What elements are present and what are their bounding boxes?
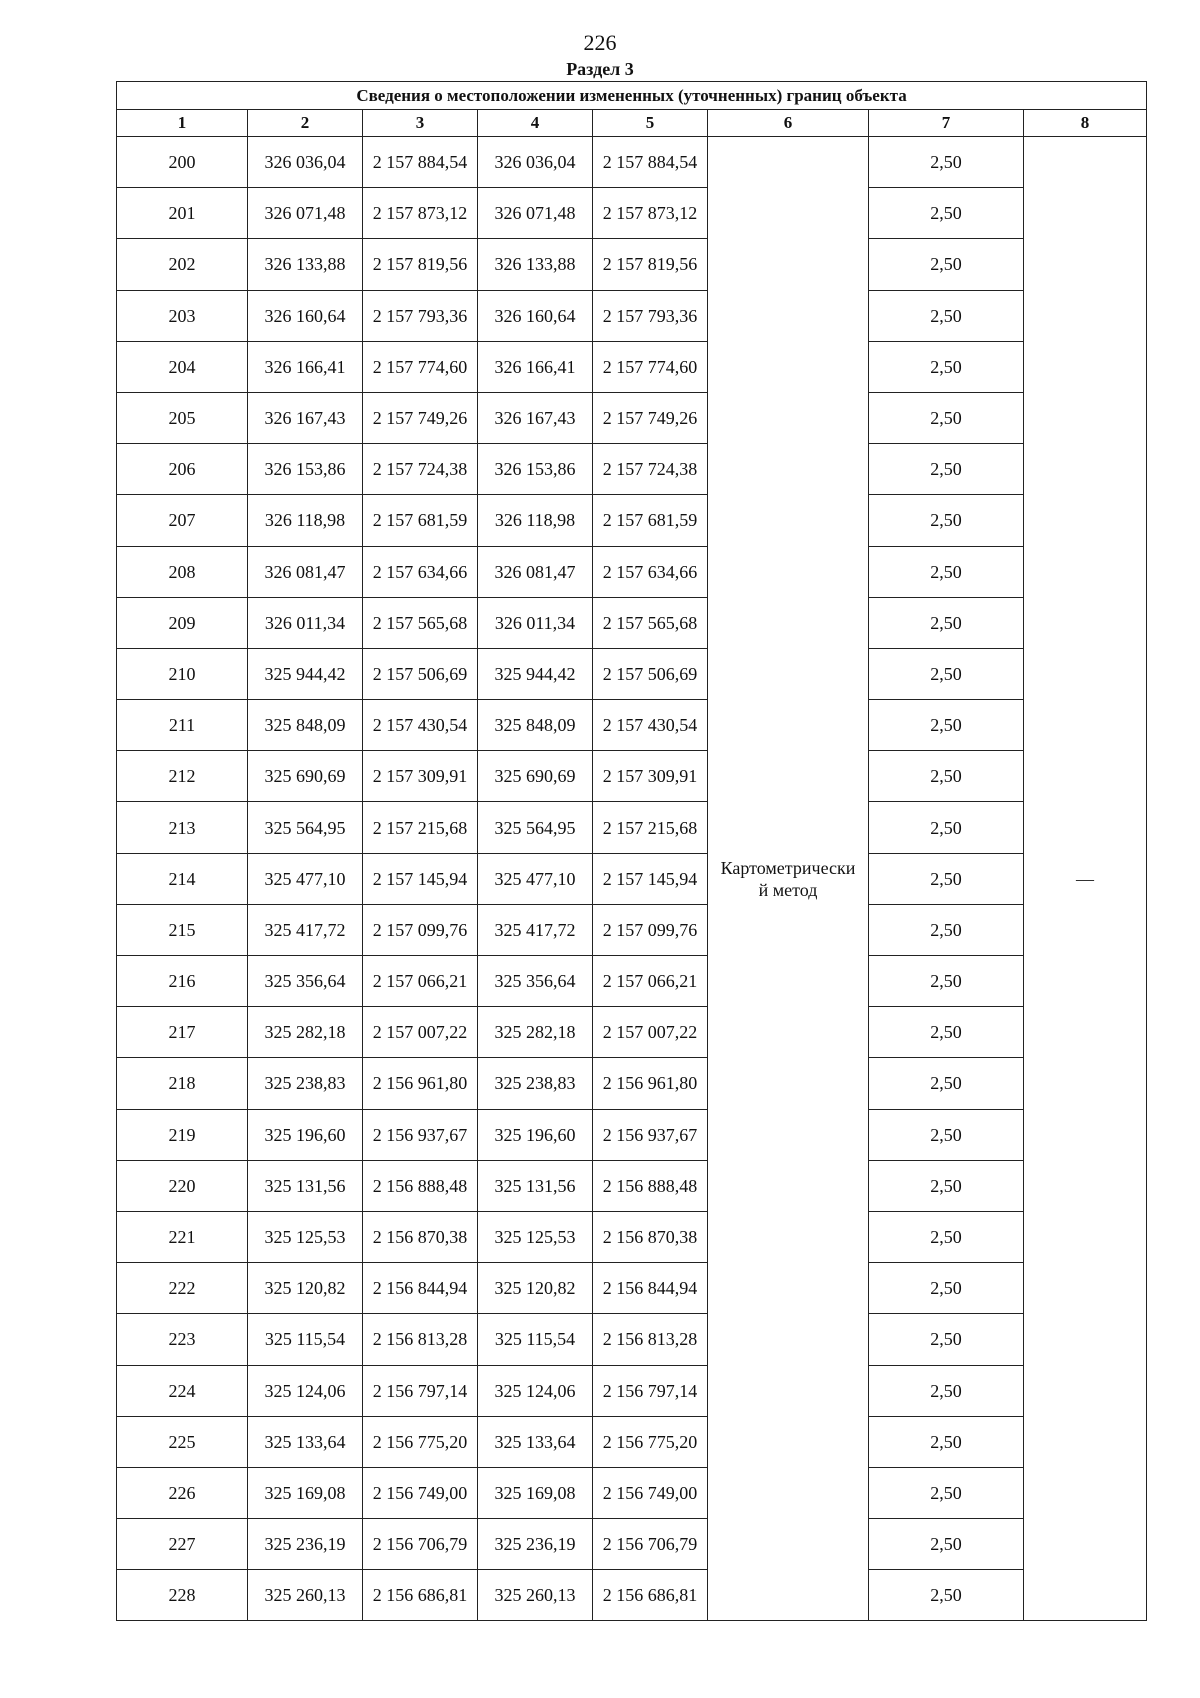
- x-new-cell: 325 238,83: [478, 1058, 593, 1109]
- column-header: 7: [869, 110, 1024, 137]
- table-row: [117, 956, 1147, 1007]
- accuracy-cell: 2,50: [869, 1314, 1024, 1365]
- x-new-cell: 325 133,64: [478, 1416, 593, 1467]
- y-new-cell: 2 157 634,66: [593, 546, 708, 597]
- y-new-cell: 2 156 813,28: [593, 1314, 708, 1365]
- accuracy-cell: 2,50: [869, 546, 1024, 597]
- x-new-cell: 326 036,04: [478, 137, 593, 188]
- table-row: [117, 1160, 1147, 1211]
- x-existing-cell: 325 196,60: [248, 1109, 363, 1160]
- x-existing-cell: 326 011,34: [248, 597, 363, 648]
- table-row: [117, 1519, 1147, 1570]
- y-new-cell: 2 156 749,00: [593, 1467, 708, 1518]
- column-header: 8: [1024, 110, 1147, 137]
- point-number-cell: 201: [117, 188, 248, 239]
- point-number-cell: 227: [117, 1519, 248, 1570]
- x-existing-cell: 326 160,64: [248, 290, 363, 341]
- x-new-cell: 326 167,43: [478, 392, 593, 443]
- x-existing-cell: 325 477,10: [248, 853, 363, 904]
- x-existing-cell: 326 081,47: [248, 546, 363, 597]
- y-existing-cell: 2 156 749,00: [363, 1467, 478, 1518]
- table-row: [117, 444, 1147, 495]
- y-existing-cell: 2 157 819,56: [363, 239, 478, 290]
- y-existing-cell: 2 156 961,80: [363, 1058, 478, 1109]
- y-new-cell: 2 157 724,38: [593, 444, 708, 495]
- table-row: [117, 290, 1147, 341]
- accuracy-cell: 2,50: [869, 495, 1024, 546]
- accuracy-cell: 2,50: [869, 1058, 1024, 1109]
- accuracy-cell: 2,50: [869, 1211, 1024, 1262]
- point-number-cell: 222: [117, 1263, 248, 1314]
- table-row: [117, 1263, 1147, 1314]
- table-row: [117, 1109, 1147, 1160]
- table-row: [117, 239, 1147, 290]
- x-new-cell: 325 690,69: [478, 751, 593, 802]
- point-number-cell: 202: [117, 239, 248, 290]
- point-number-cell: 226: [117, 1467, 248, 1518]
- section-title: Раздел 3: [566, 59, 634, 79]
- x-existing-cell: 325 125,53: [248, 1211, 363, 1262]
- x-existing-cell: 325 417,72: [248, 904, 363, 955]
- accuracy-cell: 2,50: [869, 188, 1024, 239]
- y-new-cell: 2 156 775,20: [593, 1416, 708, 1467]
- x-existing-cell: 326 036,04: [248, 137, 363, 188]
- y-new-cell: 2 157 774,60: [593, 341, 708, 392]
- y-existing-cell: 2 157 309,91: [363, 751, 478, 802]
- y-existing-cell: 2 156 888,48: [363, 1160, 478, 1211]
- point-number-cell: 219: [117, 1109, 248, 1160]
- x-existing-cell: 325 238,83: [248, 1058, 363, 1109]
- y-new-cell: 2 156 686,81: [593, 1570, 708, 1621]
- accuracy-cell: 2,50: [869, 700, 1024, 751]
- accuracy-cell: 2,50: [869, 1109, 1024, 1160]
- x-existing-cell: 325 169,08: [248, 1467, 363, 1518]
- x-existing-cell: 325 944,42: [248, 648, 363, 699]
- y-existing-cell: 2 157 774,60: [363, 341, 478, 392]
- point-number-cell: 209: [117, 597, 248, 648]
- x-existing-cell: 325 282,18: [248, 1007, 363, 1058]
- x-new-cell: 325 356,64: [478, 956, 593, 1007]
- x-new-cell: 325 477,10: [478, 853, 593, 904]
- x-new-cell: 325 236,19: [478, 1519, 593, 1570]
- y-new-cell: 2 156 870,38: [593, 1211, 708, 1262]
- y-new-cell: 2 157 066,21: [593, 956, 708, 1007]
- accuracy-cell: 2,50: [869, 1416, 1024, 1467]
- x-existing-cell: 325 848,09: [248, 700, 363, 751]
- x-new-cell: 325 260,13: [478, 1570, 593, 1621]
- y-existing-cell: 2 157 565,68: [363, 597, 478, 648]
- point-number-cell: 206: [117, 444, 248, 495]
- y-existing-cell: 2 157 749,26: [363, 392, 478, 443]
- x-existing-cell: 326 133,88: [248, 239, 363, 290]
- y-new-cell: 2 156 844,94: [593, 1263, 708, 1314]
- y-existing-cell: 2 156 844,94: [363, 1263, 478, 1314]
- x-existing-cell: 325 260,13: [248, 1570, 363, 1621]
- table-row: [117, 341, 1147, 392]
- x-existing-cell: 326 167,43: [248, 392, 363, 443]
- accuracy-cell: 2,50: [869, 1365, 1024, 1416]
- accuracy-cell: 2,50: [869, 1467, 1024, 1518]
- y-existing-cell: 2 156 813,28: [363, 1314, 478, 1365]
- table-row: [117, 853, 1147, 904]
- point-number-cell: 218: [117, 1058, 248, 1109]
- point-number-cell: 213: [117, 802, 248, 853]
- x-existing-cell: 325 236,19: [248, 1519, 363, 1570]
- method-line-2: й метод: [758, 879, 818, 900]
- x-new-cell: 325 944,42: [478, 648, 593, 699]
- y-new-cell: 2 157 007,22: [593, 1007, 708, 1058]
- table-row: [117, 1467, 1147, 1518]
- x-new-cell: 325 120,82: [478, 1263, 593, 1314]
- point-number-cell: 200: [117, 137, 248, 188]
- point-number-cell: 210: [117, 648, 248, 699]
- table-row: [117, 1570, 1147, 1621]
- table-row: [117, 648, 1147, 699]
- table-row: [117, 137, 1147, 188]
- table-row: [117, 597, 1147, 648]
- x-new-cell: 325 196,60: [478, 1109, 593, 1160]
- point-number-cell: 211: [117, 700, 248, 751]
- x-new-cell: 325 417,72: [478, 904, 593, 955]
- x-new-cell: 325 848,09: [478, 700, 593, 751]
- accuracy-cell: 2,50: [869, 904, 1024, 955]
- x-new-cell: 326 133,88: [478, 239, 593, 290]
- x-existing-cell: 326 166,41: [248, 341, 363, 392]
- y-existing-cell: 2 157 884,54: [363, 137, 478, 188]
- point-number-cell: 228: [117, 1570, 248, 1621]
- point-number-cell: 220: [117, 1160, 248, 1211]
- x-new-cell: 326 071,48: [478, 188, 593, 239]
- y-new-cell: 2 157 873,12: [593, 188, 708, 239]
- y-existing-cell: 2 157 099,76: [363, 904, 478, 955]
- x-existing-cell: 325 115,54: [248, 1314, 363, 1365]
- x-new-cell: 325 282,18: [478, 1007, 593, 1058]
- y-new-cell: 2 156 888,48: [593, 1160, 708, 1211]
- y-new-cell: 2 156 797,14: [593, 1365, 708, 1416]
- column-header: 3: [363, 110, 478, 137]
- x-existing-cell: 325 564,95: [248, 802, 363, 853]
- y-new-cell: 2 157 884,54: [593, 137, 708, 188]
- x-new-cell: 326 118,98: [478, 495, 593, 546]
- x-new-cell: 325 169,08: [478, 1467, 593, 1518]
- table-row: [117, 751, 1147, 802]
- accuracy-cell: 2,50: [869, 597, 1024, 648]
- y-new-cell: 2 156 937,67: [593, 1109, 708, 1160]
- point-number-cell: 223: [117, 1314, 248, 1365]
- table-row: [117, 1211, 1147, 1262]
- y-new-cell: 2 157 099,76: [593, 904, 708, 955]
- x-new-cell: 325 124,06: [478, 1365, 593, 1416]
- table-row: [117, 546, 1147, 597]
- table-row: [117, 495, 1147, 546]
- y-existing-cell: 2 157 873,12: [363, 188, 478, 239]
- point-number-cell: 217: [117, 1007, 248, 1058]
- x-existing-cell: 325 356,64: [248, 956, 363, 1007]
- x-existing-cell: 326 118,98: [248, 495, 363, 546]
- table-row: [117, 802, 1147, 853]
- point-number-cell: 207: [117, 495, 248, 546]
- y-existing-cell: 2 157 793,36: [363, 290, 478, 341]
- x-new-cell: 325 115,54: [478, 1314, 593, 1365]
- x-new-cell: 325 131,56: [478, 1160, 593, 1211]
- table-row: [117, 1314, 1147, 1365]
- table-row: [117, 1007, 1147, 1058]
- method-cell: [708, 137, 869, 1621]
- y-existing-cell: 2 157 681,59: [363, 495, 478, 546]
- x-new-cell: 326 153,86: [478, 444, 593, 495]
- y-new-cell: 2 156 706,79: [593, 1519, 708, 1570]
- column-header-row: [117, 110, 1147, 137]
- y-existing-cell: 2 157 430,54: [363, 700, 478, 751]
- accuracy-cell: 2,50: [869, 1007, 1024, 1058]
- y-existing-cell: 2 157 215,68: [363, 802, 478, 853]
- table-caption: Сведения о местоположении измененных (уточненных) границ объекта: [117, 82, 1147, 110]
- y-existing-cell: 2 157 007,22: [363, 1007, 478, 1058]
- accuracy-cell: 2,50: [869, 802, 1024, 853]
- table-row: [117, 188, 1147, 239]
- column-header: 4: [478, 110, 593, 137]
- x-existing-cell: 325 131,56: [248, 1160, 363, 1211]
- accuracy-cell: 2,50: [869, 137, 1024, 188]
- y-existing-cell: 2 156 937,67: [363, 1109, 478, 1160]
- point-number-cell: 212: [117, 751, 248, 802]
- x-existing-cell: 326 153,86: [248, 444, 363, 495]
- accuracy-cell: 2,50: [869, 1519, 1024, 1570]
- accuracy-cell: 2,50: [869, 751, 1024, 802]
- point-number-cell: 205: [117, 392, 248, 443]
- point-number-cell: 221: [117, 1211, 248, 1262]
- table-row: [117, 700, 1147, 751]
- accuracy-cell: 2,50: [869, 290, 1024, 341]
- x-existing-cell: 325 133,64: [248, 1416, 363, 1467]
- y-existing-cell: 2 156 870,38: [363, 1211, 478, 1262]
- accuracy-cell: 2,50: [869, 1160, 1024, 1211]
- y-existing-cell: 2 156 775,20: [363, 1416, 478, 1467]
- y-new-cell: 2 157 309,91: [593, 751, 708, 802]
- point-number-cell: 203: [117, 290, 248, 341]
- x-new-cell: 325 564,95: [478, 802, 593, 853]
- accuracy-cell: 2,50: [869, 392, 1024, 443]
- table-row: [117, 1416, 1147, 1467]
- x-new-cell: 326 166,41: [478, 341, 593, 392]
- y-existing-cell: 2 157 724,38: [363, 444, 478, 495]
- x-existing-cell: 325 120,82: [248, 1263, 363, 1314]
- table-row: [117, 904, 1147, 955]
- table-body: [117, 137, 1147, 1621]
- y-new-cell: 2 157 430,54: [593, 700, 708, 751]
- column-8-cell: —: [1024, 137, 1147, 1621]
- x-new-cell: 326 081,47: [478, 546, 593, 597]
- point-number-cell: 216: [117, 956, 248, 1007]
- y-existing-cell: 2 157 506,69: [363, 648, 478, 699]
- column-header: 5: [593, 110, 708, 137]
- y-new-cell: 2 157 681,59: [593, 495, 708, 546]
- method-line-1: Картометрически: [720, 857, 856, 878]
- y-existing-cell: 2 157 066,21: [363, 956, 478, 1007]
- point-number-cell: 208: [117, 546, 248, 597]
- table-row: [117, 1365, 1147, 1416]
- point-number-cell: 224: [117, 1365, 248, 1416]
- accuracy-cell: 2,50: [869, 956, 1024, 1007]
- x-existing-cell: 326 071,48: [248, 188, 363, 239]
- x-new-cell: 325 125,53: [478, 1211, 593, 1262]
- page-number: 226: [583, 30, 617, 55]
- y-existing-cell: 2 157 145,94: [363, 853, 478, 904]
- x-existing-cell: 325 124,06: [248, 1365, 363, 1416]
- x-existing-cell: 325 690,69: [248, 751, 363, 802]
- x-new-cell: 326 160,64: [478, 290, 593, 341]
- y-existing-cell: 2 156 797,14: [363, 1365, 478, 1416]
- y-new-cell: 2 157 819,56: [593, 239, 708, 290]
- column-header: 2: [248, 110, 363, 137]
- y-new-cell: 2 157 506,69: [593, 648, 708, 699]
- accuracy-cell: 2,50: [869, 341, 1024, 392]
- y-new-cell: 2 156 961,80: [593, 1058, 708, 1109]
- x-new-cell: 326 011,34: [478, 597, 593, 648]
- accuracy-cell: 2,50: [869, 648, 1024, 699]
- y-existing-cell: 2 156 686,81: [363, 1570, 478, 1621]
- accuracy-cell: 2,50: [869, 853, 1024, 904]
- y-new-cell: 2 157 565,68: [593, 597, 708, 648]
- accuracy-cell: 2,50: [869, 239, 1024, 290]
- table-row: [117, 392, 1147, 443]
- accuracy-cell: 2,50: [869, 1570, 1024, 1621]
- y-new-cell: 2 157 793,36: [593, 290, 708, 341]
- point-number-cell: 204: [117, 341, 248, 392]
- accuracy-cell: 2,50: [869, 444, 1024, 495]
- table-row: [117, 1058, 1147, 1109]
- y-new-cell: 2 157 145,94: [593, 853, 708, 904]
- point-number-cell: 214: [117, 853, 248, 904]
- point-number-cell: 215: [117, 904, 248, 955]
- column-header: 1: [117, 110, 248, 137]
- y-existing-cell: 2 157 634,66: [363, 546, 478, 597]
- y-existing-cell: 2 156 706,79: [363, 1519, 478, 1570]
- y-new-cell: 2 157 215,68: [593, 802, 708, 853]
- point-number-cell: 225: [117, 1416, 248, 1467]
- coordinates-table: [116, 81, 1147, 1621]
- column-header: 6: [708, 110, 869, 137]
- accuracy-cell: 2,50: [869, 1263, 1024, 1314]
- y-new-cell: 2 157 749,26: [593, 392, 708, 443]
